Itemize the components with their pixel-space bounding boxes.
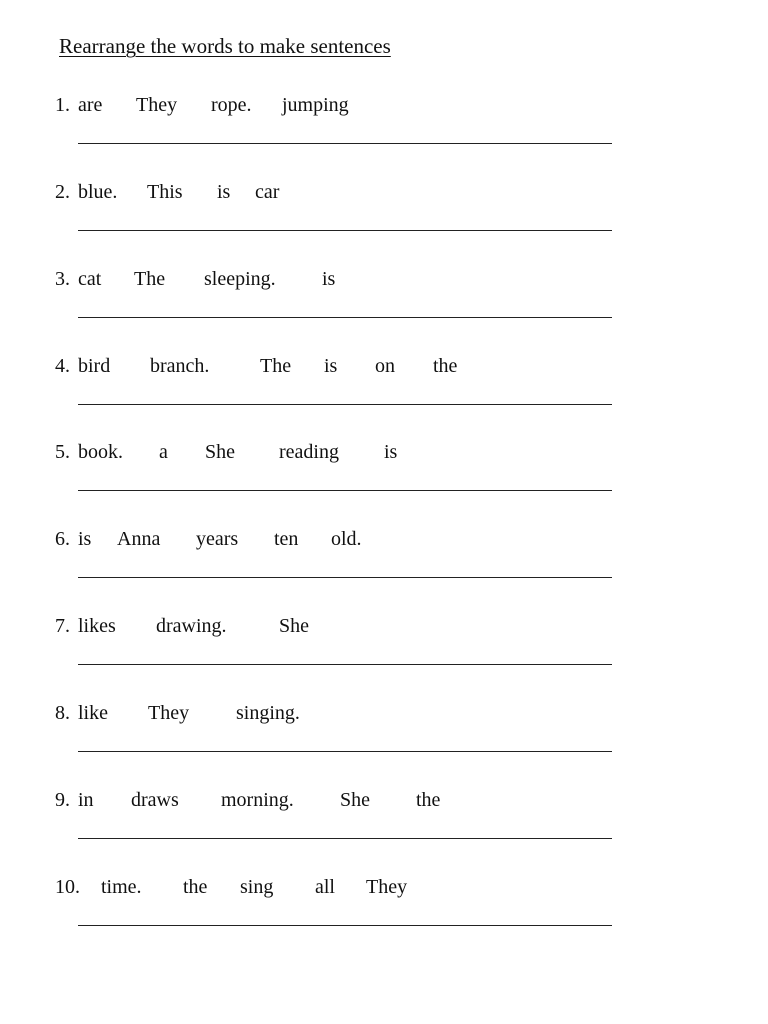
scrambled-word: The xyxy=(134,268,166,290)
scrambled-word: They xyxy=(366,876,408,898)
scrambled-word: This xyxy=(147,181,183,203)
question-number: 6. xyxy=(55,528,70,550)
scrambled-word: cat xyxy=(78,268,102,290)
answer-line[interactable] xyxy=(78,143,612,144)
scrambled-word: bird xyxy=(78,355,111,377)
scrambled-word: jumping xyxy=(282,94,349,116)
scrambled-word: blue. xyxy=(78,181,118,203)
scrambled-word: She xyxy=(205,441,235,463)
answer-line[interactable] xyxy=(78,838,612,839)
scrambled-word: singing. xyxy=(236,702,300,724)
scrambled-word: on xyxy=(375,355,395,377)
question-number: 1. xyxy=(55,94,70,116)
question-item xyxy=(0,789,768,869)
answer-line[interactable] xyxy=(78,317,612,318)
question-number: 9. xyxy=(55,789,70,811)
scrambled-word: a xyxy=(159,441,168,463)
question-number: 10. xyxy=(55,876,80,898)
question-item xyxy=(0,528,768,608)
answer-line[interactable] xyxy=(78,577,612,578)
scrambled-word: is xyxy=(217,181,231,203)
question-item xyxy=(0,702,768,782)
question-number: 3. xyxy=(55,268,70,290)
question-item xyxy=(0,355,768,435)
scrambled-word: rope. xyxy=(211,94,252,116)
scrambled-word: Anna xyxy=(117,528,161,550)
scrambled-word: sleeping. xyxy=(204,268,276,290)
question-item xyxy=(0,876,768,956)
scrambled-word: They xyxy=(148,702,190,724)
question-number: 8. xyxy=(55,702,70,724)
scrambled-word: the xyxy=(433,355,458,377)
scrambled-word: She xyxy=(340,789,370,811)
question-item xyxy=(0,615,768,695)
scrambled-word: the xyxy=(183,876,208,898)
question-item xyxy=(0,268,768,348)
scrambled-word: all xyxy=(315,876,335,898)
scrambled-word: is xyxy=(324,355,338,377)
scrambled-word: book. xyxy=(78,441,123,463)
scrambled-word: is xyxy=(78,528,92,550)
scrambled-word: in xyxy=(78,789,94,811)
scrambled-word: drawing. xyxy=(156,615,227,637)
scrambled-word: are xyxy=(78,94,103,116)
answer-line[interactable] xyxy=(78,490,612,491)
question-item xyxy=(0,94,768,174)
answer-line[interactable] xyxy=(78,404,612,405)
scrambled-word: The xyxy=(260,355,292,377)
question-number: 5. xyxy=(55,441,70,463)
scrambled-word: sing xyxy=(240,876,274,898)
answer-line[interactable] xyxy=(78,664,612,665)
scrambled-word: She xyxy=(279,615,309,637)
scrambled-word: They xyxy=(136,94,178,116)
scrambled-word: draws xyxy=(131,789,179,811)
scrambled-word: ten xyxy=(274,528,299,550)
scrambled-word: is xyxy=(384,441,398,463)
scrambled-word: years xyxy=(196,528,239,550)
answer-line[interactable] xyxy=(78,751,612,752)
scrambled-word: time. xyxy=(101,876,142,898)
question-item xyxy=(0,441,768,521)
question-item xyxy=(0,181,768,261)
scrambled-word: branch. xyxy=(150,355,210,377)
scrambled-word: old. xyxy=(331,528,362,550)
question-number: 4. xyxy=(55,355,70,377)
scrambled-word: likes xyxy=(78,615,116,637)
worksheet-title: Rearrange the words to make sentences xyxy=(59,34,391,58)
scrambled-word: the xyxy=(416,789,441,811)
scrambled-word: like xyxy=(78,702,108,724)
scrambled-word: reading xyxy=(279,441,339,463)
scrambled-word: is xyxy=(322,268,336,290)
question-number: 7. xyxy=(55,615,70,637)
question-number: 2. xyxy=(55,181,70,203)
answer-line[interactable] xyxy=(78,925,612,926)
scrambled-word: morning. xyxy=(221,789,294,811)
scrambled-word: car xyxy=(255,181,280,203)
answer-line[interactable] xyxy=(78,230,612,231)
